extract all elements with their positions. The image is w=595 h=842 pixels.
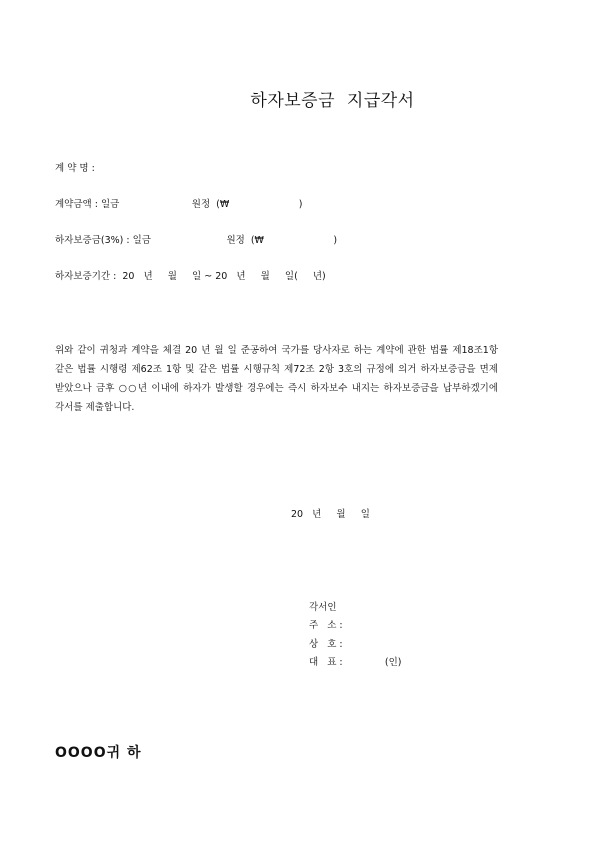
signatory-address: 주 소 : (309, 620, 343, 631)
date-line: 20 년 월 일 (291, 509, 370, 520)
contract-name-field: 계 약 명 : (55, 163, 95, 174)
warranty-deposit-field: 하자보증금(3%) : 일금 원정 (₩ ) (55, 235, 338, 246)
contract-amount-field: 계약금액 : 일금 원정 (₩ ) (55, 199, 303, 210)
addressee: OOOO귀 하 (55, 745, 142, 761)
warranty-period-field: 하자보증기간 : 20 년 월 일 ~ 20 년 월 일( 년) (55, 271, 326, 282)
signatory-representative: 대 표 : (인) (309, 657, 402, 668)
document-title: 하자보증금 지급각서 (250, 91, 415, 111)
body-paragraph: 위와 같이 귀청과 계약을 체결 20 년 월 일 준공하여 국가를 당사자로 하는 계약에 관한 법률 제18조1항 같은 법률 시행령 제62조 1항 및 같은 법률 시행규칙 제72조 2항 3호의 규정에 의거 하자보증금을 면제 받았으나 금후 ○○년 이내에 하자가 발생할 경우에는 즉시 하자보수 내지는 하자보증금을 납부하겠기에 각서를 제출합니다. (55, 345, 498, 413)
signatory-label: 각서인 (309, 602, 337, 613)
signatory-company: 상 호 : (309, 639, 343, 650)
